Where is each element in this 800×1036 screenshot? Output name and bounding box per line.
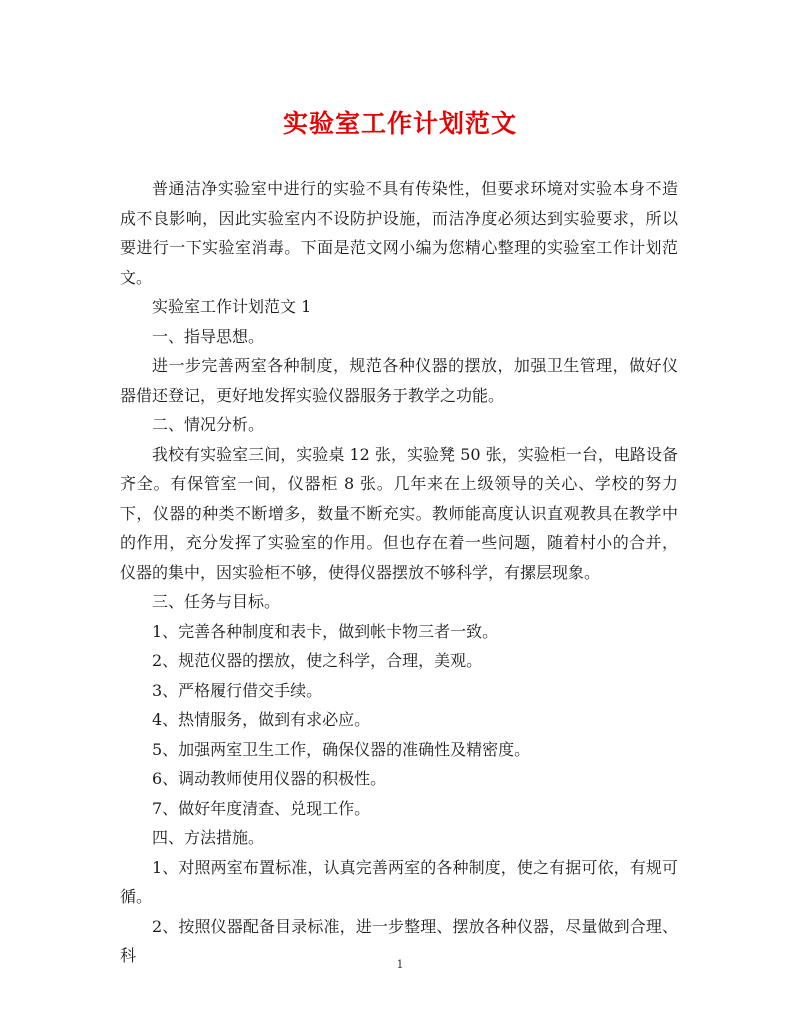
page-number: 1	[396, 958, 404, 971]
heading-tasks-goals: 三、任务与目标。	[152, 592, 281, 611]
list-item-task-5: 5、加强两室卫生工作，确保仪器的准确性及精密度。	[152, 739, 531, 759]
document-body	[120, 174, 678, 971]
intro-paragraph: 普通洁净实验室中进行的实验不具有传染性，但要求环境对实验本身不造成不良影响，因此实验室内不设防护设施，而洁净度必须达到实验要求，所以要进行一下实验室消毒。下面是范文网小编为您精心整理的实验室工作计划范文。	[120, 179, 678, 287]
list-item-task-4: 4、热情服务，做到有求必应。	[152, 710, 371, 729]
list-item-task-2: 2、规范仪器的摆放，使之科学，合理，美观。	[152, 651, 483, 670]
section-heading-plan-1: 实验室工作计划范文 1	[152, 297, 312, 316]
list-item-method-2: 2、按照仪器配备目录标准，进一步整理、摆放各种仪器，尽量做到合理、科	[120, 916, 678, 965]
heading-situation-analysis: 二、情况分析。	[152, 415, 265, 434]
heading-guiding-ideology: 一、指导思想。	[152, 326, 265, 346]
paragraph-situation-analysis: 我校有实验室三间，实验桌 12 张，实验凳 50 张，实验柜一台，电路设备齐全。有保管室一间，仪器柜 8 张。几年来在上级领导的关心、学校的努力下，仪器的种类不断增多，数量不断充实。教师能高度认识直观教具在教学中的作用，充分发挥了实验室的作用。但也存在着一些问题，随着村小的合并，仪器的集中，因实验柜不够，使得仪器摆放不够科学，有摞层现象。	[120, 444, 678, 582]
paragraph-guiding-ideology: 进一步完善两室各种制度，规范各种仪器的摆放，加强卫生管理，做好仪器借还登记，更好地发挥实验仪器服务于教学之功能。	[120, 356, 678, 405]
document-title: 实验室工作计划范文	[282, 109, 517, 138]
heading-methods-measures: 四、方法措施。	[152, 828, 265, 847]
list-item-task-1: 1、完善各种制度和表卡，做到帐卡物三者一致。	[152, 621, 499, 641]
list-item-task-7: 7、做好年度清查、兑现工作。	[152, 798, 371, 818]
list-item-task-6: 6、调动教师使用仪器的积极性。	[152, 769, 387, 788]
list-item-task-3: 3、严格履行借交手续。	[152, 680, 323, 700]
list-item-method-1: 1、对照两室布置标准，认真完善两室的各种制度，使之有据可依，有规可循。	[120, 857, 678, 906]
